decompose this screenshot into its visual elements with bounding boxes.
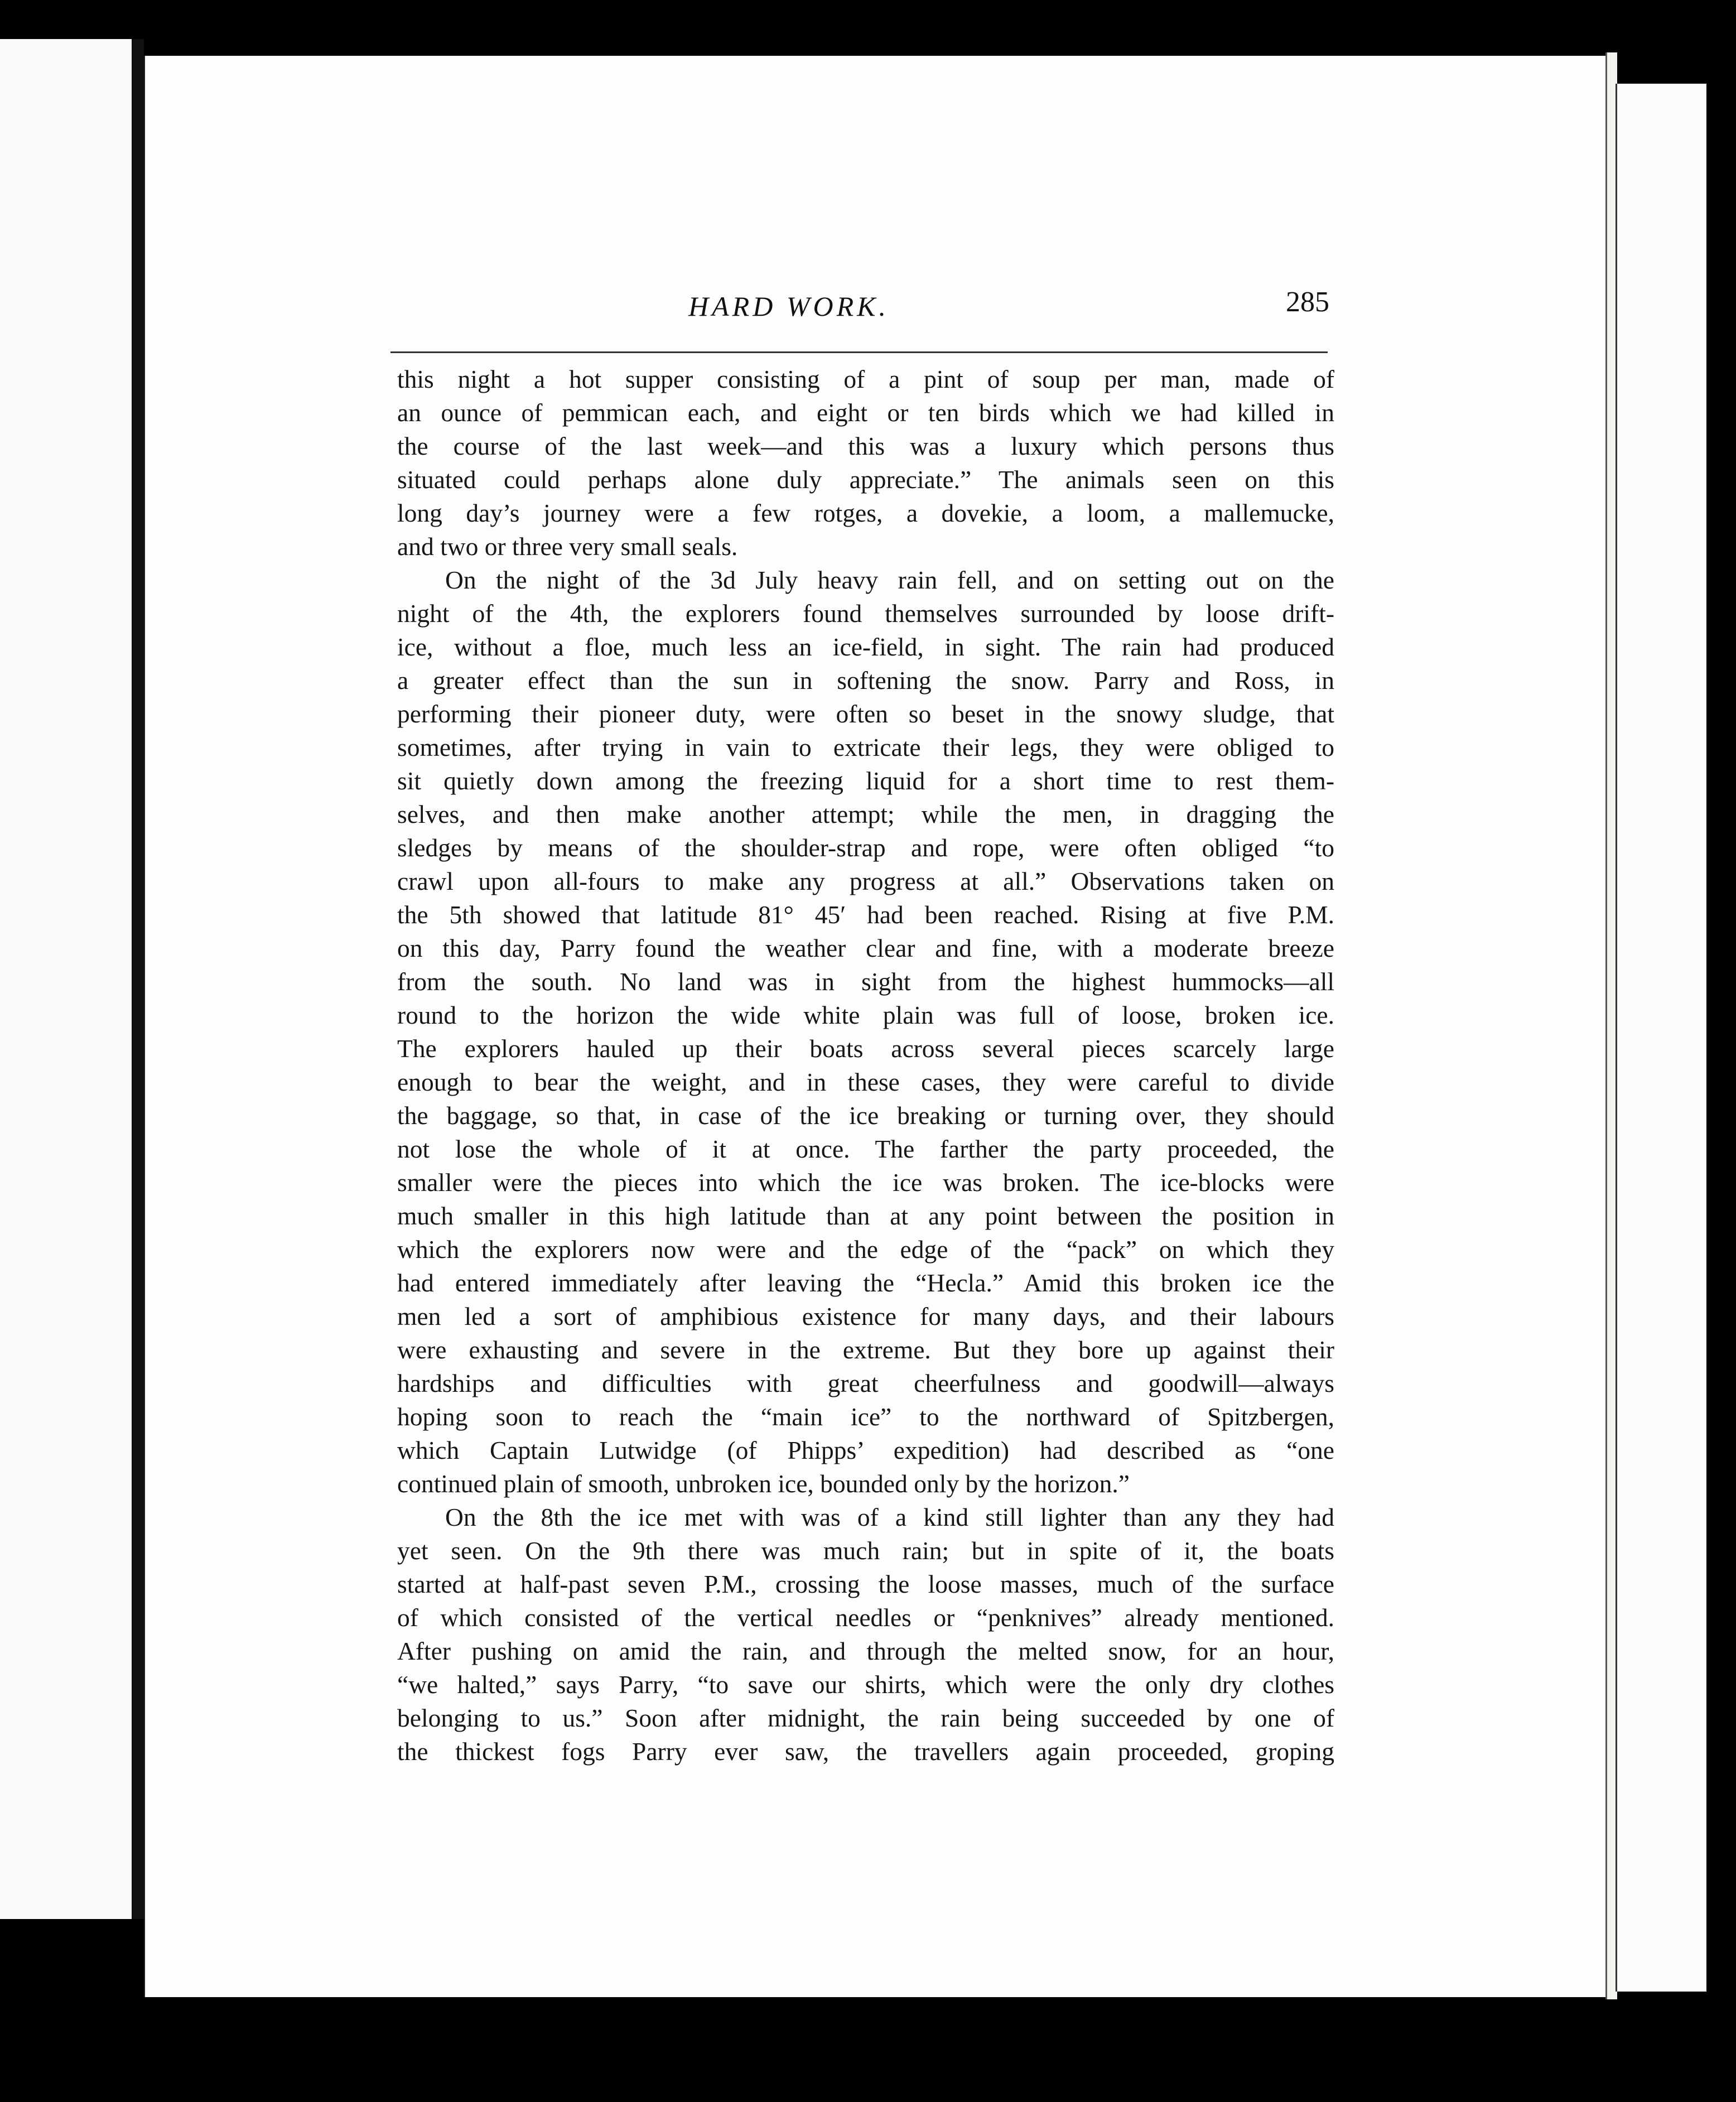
page-header [254, 286, 1329, 329]
text-line: a greater effect than the sun in softening the snow. Parry and Ross, in [397, 666, 1334, 695]
text-line: from the south. No land was in sight from the highest hummocks—all [397, 967, 1334, 996]
text-line: After pushing on amid the rain, and through the melted snow, for an hour, [397, 1637, 1334, 1665]
text-line: yet seen. On the 9th there was much rain; but in spite of it, the boats [397, 1536, 1334, 1565]
text-line: on this day, Parry found the weather clear and fine, with a moderate breeze [397, 934, 1334, 962]
text-line: had entered immediately after leaving the “Hecla.” Amid this broken ice the [397, 1269, 1334, 1297]
body-text [397, 363, 1334, 1768]
text-line: started at half-past seven P.M., crossing the loose masses, much of the surface [397, 1570, 1334, 1598]
page-edge-back [1616, 84, 1706, 1992]
text-line: situated could perhaps alone duly appreciate.” The animals seen on this [397, 465, 1334, 494]
text-line: night of the 4th, the explorers found themselves surrounded by loose drift- [397, 599, 1334, 628]
text-line: smaller were the pieces into which the ice was broken. The ice-blocks were [397, 1168, 1334, 1197]
text-line: sit quietly down among the freezing liquid for a short time to rest them- [397, 766, 1334, 795]
text-line: were exhausting and severe in the extreme. But they bore up against their [397, 1336, 1334, 1364]
text-line: “we halted,” says Parry, “to save our shirts, which were the only dry clothes [397, 1670, 1334, 1699]
text-line: enough to bear the weight, and in these cases, they were careful to divide [397, 1068, 1334, 1096]
text-line: which the explorers now were and the edge of the “pack” on which they [397, 1235, 1334, 1264]
text-line: the 5th showed that latitude 81° 45′ had been reached. Rising at five P.M. [397, 900, 1334, 929]
text-line: not lose the whole of it at once. The farther the party proceeded, the [397, 1135, 1334, 1163]
running-head: HARD WORK. [688, 291, 889, 322]
text-line: round to the horizon the wide white plain was full of loose, broken ice. [397, 1001, 1334, 1029]
facing-page-edge [0, 39, 132, 1919]
text-line: The explorers hauled up their boats across several pieces scarcely large [397, 1034, 1334, 1063]
text-line: selves, and then make another attempt; while the men, in dragging the [397, 800, 1334, 828]
text-line: hardships and difficulties with great cheerfulness and goodwill—always [397, 1369, 1334, 1397]
text-line: the thickest fogs Parry ever saw, the travellers again proceeded, groping [397, 1737, 1334, 1766]
text-line: sledges by means of the shoulder-strap and rope, were often obliged “to [397, 833, 1334, 862]
text-line: much smaller in this high latitude than at any point between the position in [397, 1202, 1334, 1230]
text-line: an ounce of pemmican each, and eight or ten birds which we had killed in [397, 398, 1334, 427]
text-line: continued plain of smooth, unbroken ice, bounded only by the horizon.” [397, 1469, 1130, 1498]
text-line: and two or three very small seals. [397, 532, 738, 561]
text-line: sometimes, after trying in vain to extricate their legs, they were obliged to [397, 733, 1334, 761]
binding-shadow [132, 39, 144, 1919]
text-line: hoping soon to reach the “main ice” to the northward of Spitzbergen, [397, 1402, 1334, 1431]
text-line: performing their pioneer duty, were often so beset in the snowy sludge, that [397, 700, 1334, 728]
text-line: men led a sort of amphibious existence for many days, and their labours [397, 1302, 1334, 1330]
text-line: this night a hot supper consisting of a pint of soup per man, made of [397, 365, 1334, 393]
text-line: which Captain Lutwidge (of Phipps’ expedition) had described as “one [397, 1436, 1334, 1464]
text-line: the course of the last week—and this was a luxury which persons thus [397, 432, 1334, 460]
text-line: the baggage, so that, in case of the ice breaking or turning over, they should [397, 1101, 1334, 1130]
text-line: long day’s journey were a few rotges, a dovekie, a loom, a mallemucke, [397, 499, 1334, 527]
page-number: 285 [1286, 286, 1329, 318]
paragraph-start: On the 8th the ice met with was of a kind still lighter than any they had [445, 1503, 1334, 1531]
text-line: of which consisted of the vertical needles or “penknives” already mentioned. [397, 1603, 1334, 1632]
text-line: belonging to us.” Soon after midnight, the rain being succeeded by one of [397, 1704, 1334, 1732]
text-line: crawl upon all-fours to make any progress at all.” Observations taken on [397, 867, 1334, 895]
header-rule [390, 351, 1328, 353]
text-line: ice, without a floe, much less an ice-field, in sight. The rain had produced [397, 633, 1334, 661]
paragraph-start: On the night of the 3d July heavy rain fell, and on setting out on the [445, 566, 1334, 594]
